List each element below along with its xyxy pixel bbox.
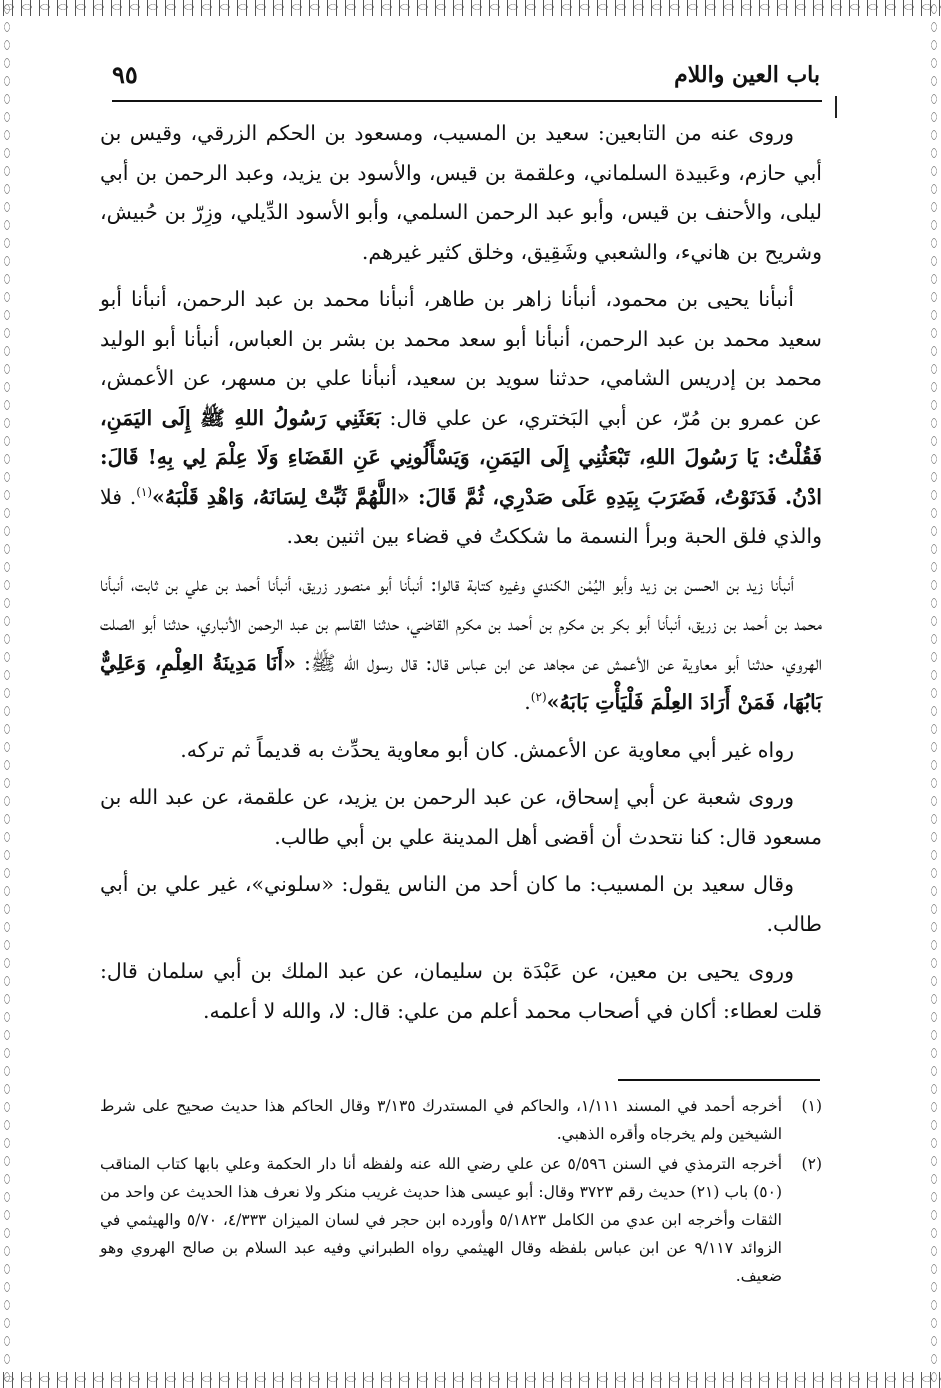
page-number: ٩٥	[112, 60, 138, 89]
footnote-text: أخرجه الترمذي في السنن ٥/٥٩٦ عن علي رضي الله عنه ولفظه أنا دار الحكمة وعلي بابها كتاب المناقب (٥٠) باب (٢١) حديث رقم ٣٧٢٣ وقال: أبو عيسى هذا حديث غريب منكر ولا نعرف هذا الحديث عن واحد من الثقات وأخرجه ابن عدي من الكامل ٥/١٨٢٣ وأورده ابن حجر في لسان الميزان ٤/٣٣٣، ٥/٧٠ والهيثمي في الزوائد ٩/١١٧ عن ابن عباس بلفظه وقال الهيثمي رواه الطبراني وفيه عبد السلام بن صالح الهروي وهو ضعيف.	[100, 1155, 783, 1285]
chapter-title: باب العين واللام	[674, 62, 820, 88]
paragraph-text: . فلا والذي فلق الحبة وبرأ النسمة ما شككتُ في قضاء بين اثنين بعد.	[100, 484, 822, 548]
footnote-reference: (٢)	[530, 690, 547, 705]
paragraph-text: أنبأنا يحيى بن محمود، أنبأنا زاهر بن طاهر، أنبأنا محمد بن عبد الرحمن، أنبأنا أبو سعيد محمد بن عبد الرحمن، أنبأنا أبو سعد محمد بن بشر بن العباس، أنبأنا أبو الوليد محمد بن إدريس الشامي، حدثنا سويد بن سعيد، أنبأنا علي بن مسهر، عن الأعمش، عن عمرو بن مُرّ، عن أبي البَختري، عن علي قال:	[100, 287, 822, 430]
decorative-border-bottom	[0, 1372, 941, 1388]
main-text	[100, 114, 822, 1039]
hadith-text: بَعَثَنِي رَسُولُ اللهِ ﷺ إِلَى اليَمَنِ، فَقُلْتُ: يَا رَسُولَ اللهِ، تَبْعَثُنِي إِلَى اليَمَنِ، وَيَسْأَلُونِي عَنِ القَضَاءِ وَلَا عِلْمَ لِي بِهِ! قَالَ: ادْنُ. فَدَنَوْتُ، فَضَرَبَ بِيَدِهِ عَلَى صَدْرِي، ثُمَّ قَالَ: «اللَّهُمَّ ثَبِّتْ لِسَانَهُ، وَاهْدِ قَلْبَهُ»	[100, 405, 822, 509]
paragraph	[100, 865, 822, 944]
paragraph-text: أنبأنا زيد بن الحسن بن زيد وأبو اليُمْن الكندي وغيره كتابة قالوا: أنبأنا أبو منصور زريق، أنبأنا أحمد بن علي بن ثابت، أنبأنا محمد بن أحمد بن زريق، أنبأنا أبو بكر بن مكرم بن أحمد بن مكرم القاضي، حدثنا القاسم بن عبد الرحمن الأنباري، حدثنا أبو الصلت الهروي، حدثنا أبو معاوية عن الأعمش عن مجاهد عن ابن عباس قال: قال رسول الله ﷺ:	[100, 571, 822, 675]
paragraph-text: وقال سعيد بن المسيب: ما كان أحد من الناس يقول: «سلوني»، غير علي بن أبي طالب.	[100, 872, 822, 936]
running-header	[112, 58, 820, 98]
footnote-number: (١)	[801, 1097, 822, 1115]
footnotes	[100, 1092, 822, 1292]
paragraph	[100, 565, 822, 723]
footnote	[100, 1092, 822, 1148]
paragraph	[100, 952, 822, 1031]
paragraph-text: .	[524, 690, 531, 714]
paragraph	[100, 731, 822, 771]
decorative-border-right	[927, 0, 941, 1388]
header-rule	[112, 100, 822, 102]
hadith-text: «أَنَا مَدِينَةُ العِلْمِ، وَعَلِيٌّ بَابُهَا، فَمَنْ أَرَادَ العِلْمَ فَلْيَأْتِ بَابَهُ»	[100, 650, 822, 714]
footnote-separator	[618, 1079, 820, 1081]
decorative-border-top	[0, 0, 941, 16]
footnote	[100, 1150, 822, 1290]
paragraph	[100, 114, 822, 272]
paragraph	[100, 778, 822, 857]
footnote-text: أخرجه أحمد في المسند ١/١١١، والحاكم في المستدرك ٣/١٣٥ وقال الحاكم هذا حديث صحيح على شرط الشيخين ولم يخرجاه وأقره الذهبي.	[100, 1097, 782, 1143]
paragraph	[100, 280, 822, 557]
paragraph-text: وروى يحيى بن معين، عن عَبْدَة بن سليمان، عن عبد الملك بن أبي سلمان قال: قلت لعطاء: أكان في أصحاب محمد أعلم من علي: قال: لا، والله لا أعلمه.	[100, 959, 822, 1023]
paragraph-text: وروى شعبة عن أبي إسحاق، عن عبد الرحمن بن يزيد، عن علقمة، عن عبد الله بن مسعود قال: كنا نتحدث أن أقضى أهل المدينة علي بن أبي طالب.	[100, 785, 822, 849]
footnote-number: (٢)	[801, 1155, 822, 1173]
paragraph-text: وروى عنه من التابعين: سعيد بن المسيب، ومسعود بن الحكم الزرقي، وقيس بن أبي حازم، وعَبيدة السلماني، وعلقمة بن قيس، والأسود بن يزيد، وعبد الرحمن بن أبي ليلى، والأحنف بن قيس، وأبو عبد الرحمن السلمي، وأبو الأسود الدِّيلي، وزِرّ بن حُبيش، وشريح بن هانيء، والشعبي وشَقِيق، وخلق كثير غيرهم.	[100, 121, 822, 264]
paragraph-text: رواه غير أبي معاوية عن الأعمش. كان أبو معاوية يحدِّث به قديماً ثم تركه.	[180, 737, 794, 762]
margin-mark	[835, 96, 837, 118]
footnote-reference: (١)	[136, 484, 153, 499]
decorative-border-left	[0, 0, 14, 1388]
